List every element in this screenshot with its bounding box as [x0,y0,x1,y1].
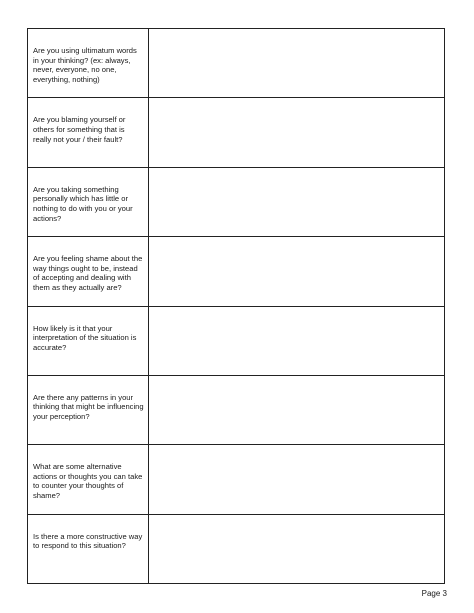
worksheet-table [27,28,445,584]
question-prompt: Are you using ultimatum words in your thinking? (ex: always, never, everyone, no one, everything, nothing) [28,29,149,97]
question-prompt: What are some alternative actions or thoughts you can take to counter your thoughts of shame? [28,445,149,513]
table-row [28,29,444,98]
answer-field[interactable] [149,237,444,305]
table-row [28,445,444,514]
question-prompt: Are you taking something personally which has little or nothing to do with you or your actions? [28,168,149,236]
question-prompt: Is there a more constructive way to respond to this situation? [28,515,149,583]
table-row [28,168,444,237]
question-prompt: How likely is it that your interpretation of the situation is accurate? [28,307,149,375]
table-row [28,307,444,376]
question-prompt: Are there any patterns in your thinking that might be influencing your perception? [28,376,149,444]
table-row [28,376,444,445]
answer-field[interactable] [149,445,444,513]
answer-field[interactable] [149,376,444,444]
answer-field[interactable] [149,98,444,166]
question-prompt: Are you feeling shame about the way things ought to be, instead of accepting and dealing with them as they actually are? [28,237,149,305]
answer-field[interactable] [149,29,444,97]
question-prompt: Are you blaming yourself or others for something that is really not your / their fault? [28,98,149,166]
table-row [28,515,444,583]
page-number: Page 3 [421,589,447,598]
table-row [28,237,444,306]
answer-field[interactable] [149,307,444,375]
table-row [28,98,444,167]
answer-field[interactable] [149,515,444,583]
answer-field[interactable] [149,168,444,236]
